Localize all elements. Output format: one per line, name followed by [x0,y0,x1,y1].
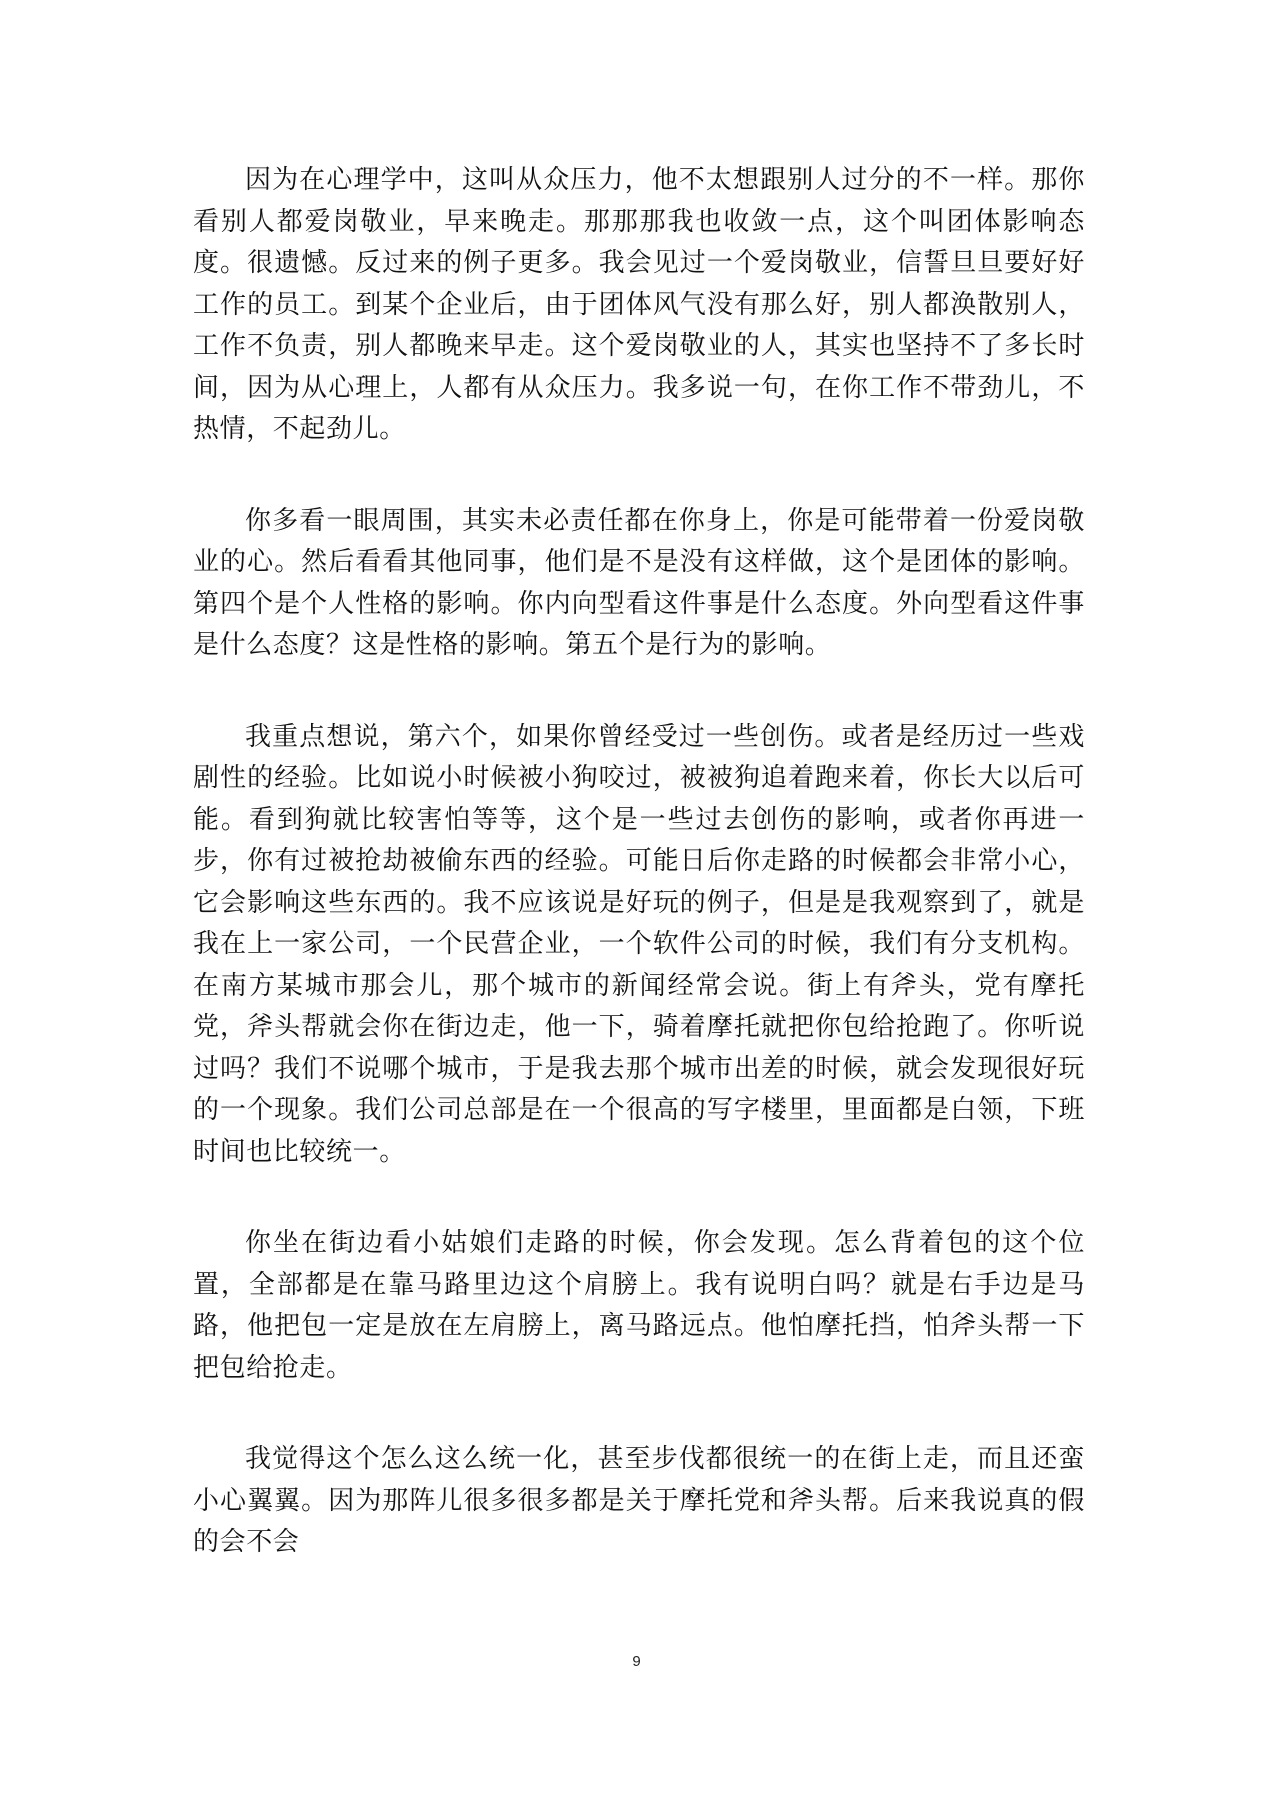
paragraph-4: 你坐在街边看小姑娘们走路的时候，你会发现。怎么背着包的这个位置，全部都是在靠马路里边这个肩膀上。我有说明白吗？就是右手边是马路，他把包一定是放在左肩膀上，离马路远点。他怕摩托挡，怕斧头帮一下把包给抢走。 [193,1228,1085,1383]
paragraph-2: 你多看一眼周围，其实未必责任都在你身上，你是可能带着一份爱岗敬业的心。然后看看其他同事，他们是不是没有这样做，这个是团体的影响。第四个是个人性格的影响。你内向型看这件事是什么态度。外向型看这件事是什么态度？这是性格的影响。第五个是行为的影响。 [193,505,1085,660]
paragraph-5: 我觉得这个怎么这么统一化，甚至步伐都很统一的在街上走，而且还蛮小心翼翼。因为那阵儿很多很多都是关于摩托党和斧头帮。后来我说真的假的会不会 [193,1444,1085,1557]
body-text [193,160,1085,1614]
paragraph-3: 我重点想说，第六个，如果你曾经受过一些创伤。或者是经历过一些戏剧性的经验。比如说小时候被小狗咬过，被被狗追着跑来着，你长大以后可能。看到狗就比较害怕等等，这个是一些过去创伤的影响，或者你再进一步，你有过被抢劫被偷东西的经验。可能日后你走路的时候都会非常小心，它会影响这些东西的。我不应该说是好玩的例子，但是是我观察到了，就是我在上一家公司，一个民营企业，一个软件公司的时候，我们有分支机构。在南方某城市那会儿，那个城市的新闻经常会说。街上有斧头，党有摩托党，斧头帮就会你在街边走，他一下，骑着摩托就把你包给抢跑了。你听说过吗？我们不说哪个城市，于是我去那个城市出差的时候，就会发现很好玩的一个现象。我们公司总部是在一个很高的写字楼里，里面都是白领，下班时间也比较统一。 [193,721,1085,1167]
page-number: 9 [632,1653,641,1670]
paragraph-1: 因为在心理学中，这叫从众压力，他不太想跟别人过分的不一样。那你看别人都爱岗敬业，早来晚走。那那那我也收敛一点，这个叫团体影响态度。很遗憾。反过来的例子更多。我会见过一个爱岗敬业，信誓旦旦要好好工作的员工。到某个企业后，由于团体风气没有那么好，别人都涣散别人，工作不负责，别人都晚来早走。这个爱岗敬业的人，其实也坚持不了多长时间，因为从心理上，人都有从众压力。我多说一句，在你工作不带劲儿，不热情，不起劲儿。 [193,165,1085,444]
